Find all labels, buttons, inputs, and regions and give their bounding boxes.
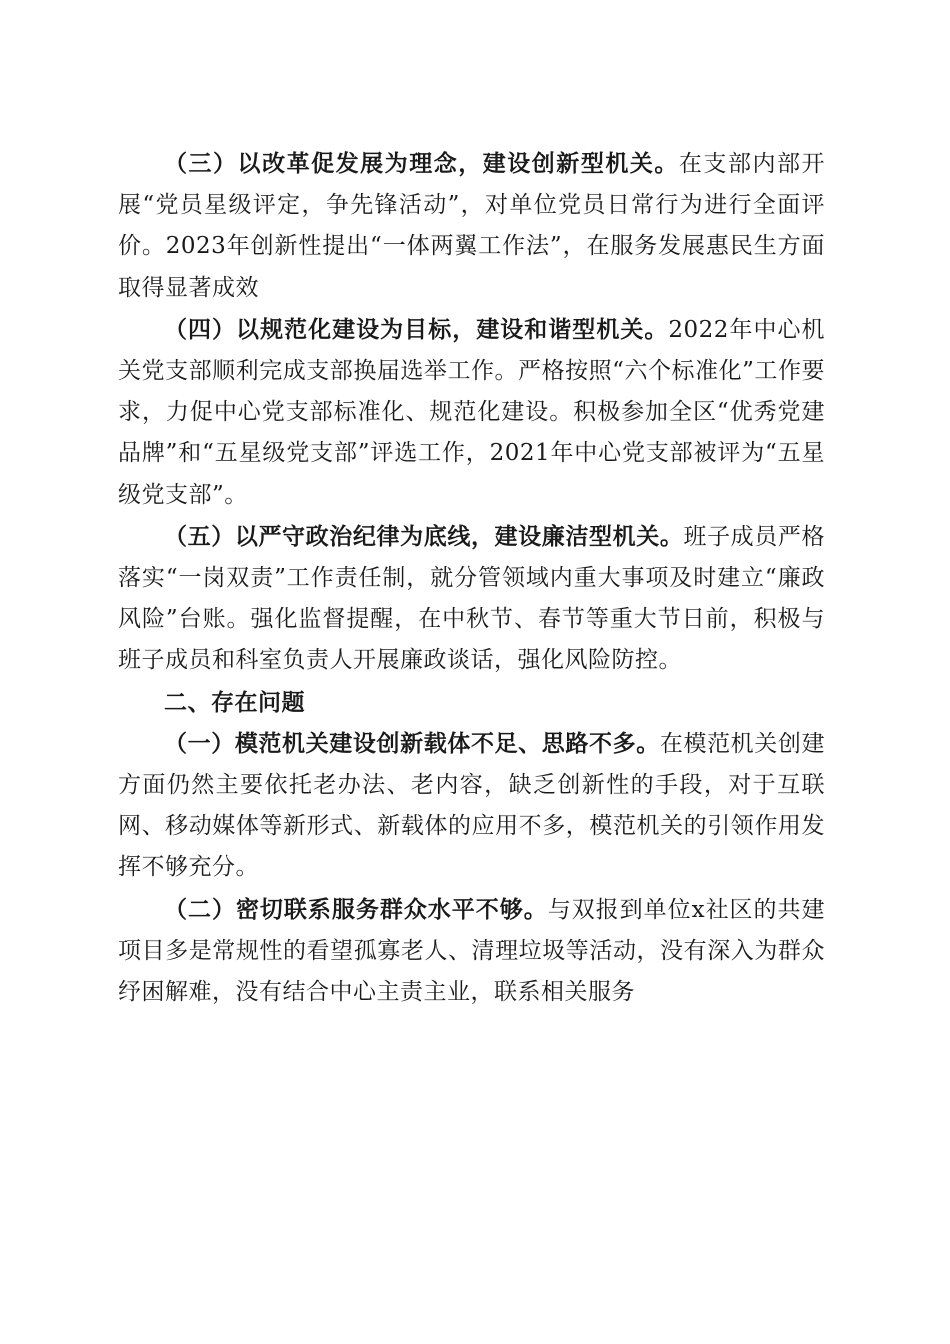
paragraph-problem-1: [118, 723, 825, 889]
paragraph-lead: （一）模范机关建设创新载体不足、思路不多。: [164, 729, 660, 757]
paragraph-body: 2022年中心机关党支部顺利完成支部换届选举工作。严格按照“六个标准化”工作要求，力促中心党支部标准化、规范化建设。积极参加全区“优秀党建品牌”和“五星级党支部”评选工作，2021年中心党支部被评为“五星级党支部”。: [118, 316, 825, 508]
paragraph-section-3: [118, 143, 825, 309]
paragraph-lead: （五）以严守政治纪律为底线，建设廉洁型机关。: [164, 522, 684, 550]
paragraph-body: 在模范机关创建方面仍然主要依托老办法、老内容，缺乏创新性的手段，对于互联网、移动媒体等新形式、新载体的应用不多，模范机关的引领作用发挥不够充分。: [118, 730, 826, 881]
paragraph-body: 与双报到单位x社区的共建项目多是常规性的看望孤寡老人、清理垃圾等活动，没有深入为群众纾困解难，没有结合中心主责主业，联系相关服务: [118, 896, 825, 1006]
paragraph-section-5: [118, 516, 825, 682]
paragraph-lead: （三）以改革促发展为理念，建设创新型机关。: [164, 150, 679, 177]
paragraph-lead: （四）以规范化建设为目标，建设和谐型机关。: [164, 315, 669, 343]
paragraph-problem-2: [118, 889, 825, 1014]
paragraph-lead: （二）密切联系服务群众水平不够。: [164, 895, 548, 923]
document-page: [118, 143, 825, 1013]
paragraph-body: 在支部内部开展“党员星级评定，争先锋活动”，对单位党员日常行为进行全面评价。2023年创新性提出“一体两翼工作法”，在服务发展惠民生方面取得显著成效: [118, 151, 826, 301]
paragraph-section-4: [118, 309, 825, 516]
section-heading-problems: 二、存在问题: [164, 688, 305, 716]
paragraph-body: 班子成员严格落实“一岗双责”工作责任制，就分管领域内重大事项及时建立“廉政风险”台账。强化监督提醒，在中秋节、春节等重大节日前，积极与班子成员和科室负责人开展廉政谈话，强化风险防控。: [118, 523, 826, 674]
